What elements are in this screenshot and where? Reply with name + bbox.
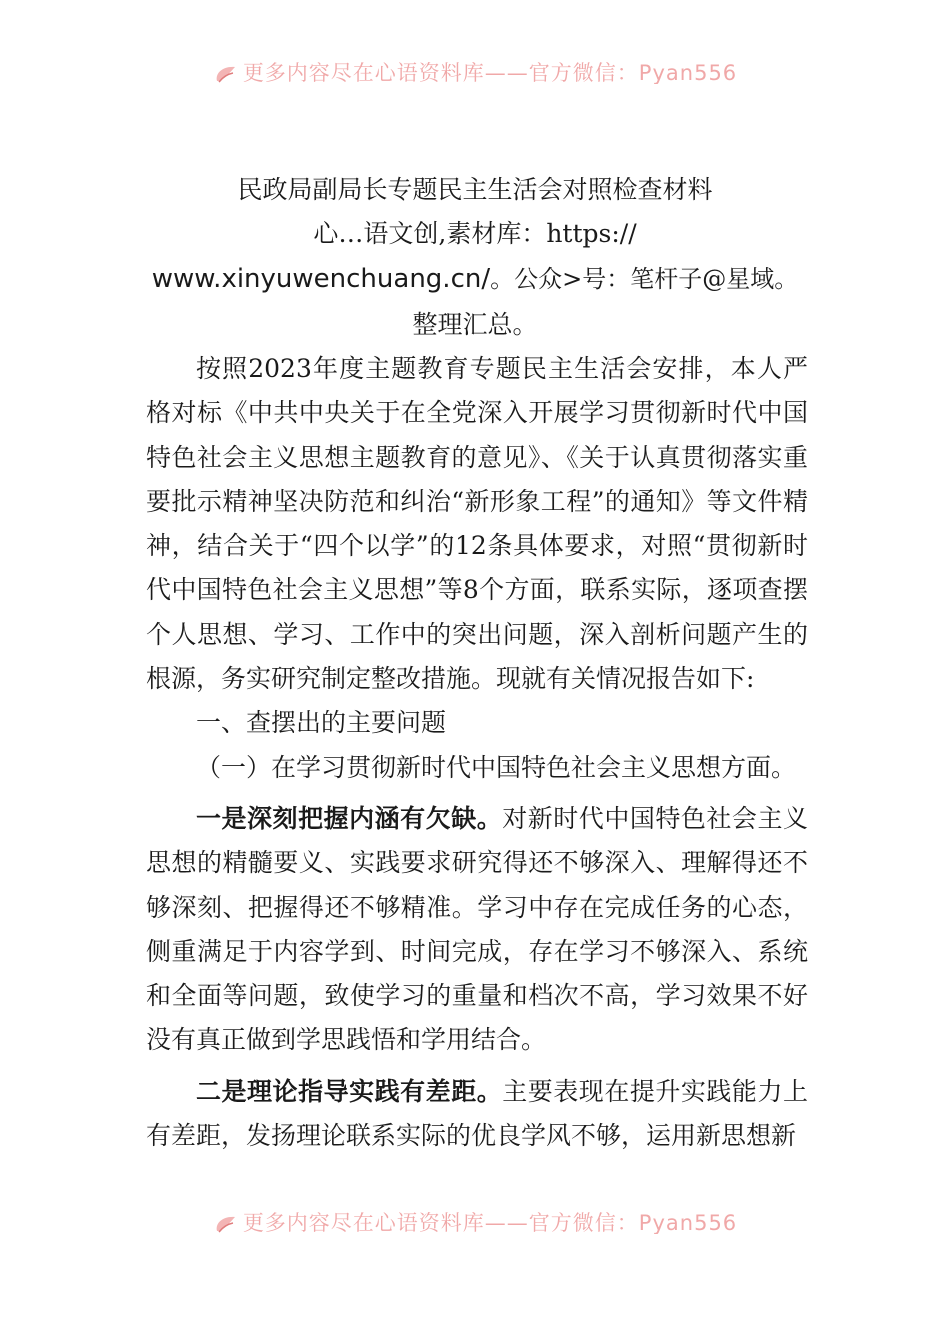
document-body xyxy=(146,347,808,1158)
point-body-1: 对新时代中国特色社会主义思想的精髓要义、实践要求研究得还不够深入、理解得还不够深刻、把握得还不够精准。学习中存在完成任务的心态，侧重满足于内容学到、时间完成，存在学习不够深入、系统和全面等问题，致使学习的重量和档次不高，学习效果不好没有真正做到学思践悟和学用结合。 xyxy=(146,803,808,1055)
point-body-2: 主要表现在提升实践能力上有差距，发扬理论联系实际的优良学风不够，运用新思想新 xyxy=(146,1076,808,1151)
watermark-header xyxy=(0,58,950,84)
leaf-swirl-icon xyxy=(213,1213,239,1234)
watermark-footer xyxy=(0,1208,950,1234)
subsection-heading: （一）在学习贯彻新时代中国特色社会主义思想方面。 xyxy=(196,752,797,782)
point-paragraph-1 xyxy=(146,797,808,1063)
intro-paragraph: 按照2023年度主题教育专题民主生活会安排，本人严格对标《中共中央关于在全党深入开展学习贯彻新时代中国特色社会主义思想主题教育的意见》、《关于认真贯彻落实重要批示精神坚决防范和纠治“新形象工程”的通知》等文件精神，结合关于“四个以学”的12条具体要求，对照“贯彻新时代中国特色社会主义思想”等8个方面，联系实际，逐项查摆个人思想、学习、工作中的突出问题，深入剖析问题产生的根源，务实研究制定整改措施。现就有关情况报告如下: xyxy=(146,354,808,694)
point-lead-1: 一是深刻把握内涵有欠缺。 xyxy=(196,803,503,833)
source-line-1: 心…语文创,素材库：https:// xyxy=(313,219,637,248)
source-url: www.xinyuwenchuang.cn/ xyxy=(151,264,491,294)
watermark-text: 更多内容尽在心语资料库——官方微信：Pyan556 xyxy=(242,1211,738,1234)
section-heading: 一、查摆出的主要问题 xyxy=(196,708,447,738)
point-paragraph-2 xyxy=(146,1070,808,1159)
document-title: 民政局副局长专题民主生活会对照检查材料 xyxy=(237,175,713,204)
leaf-swirl-icon xyxy=(213,63,239,84)
watermark-text: 更多内容尽在心语资料库——官方微信：Pyan556 xyxy=(242,61,738,84)
source-line-3: 整理汇总。 xyxy=(412,310,538,339)
source-wechat: 。公众>号：笔杆子@星域。 xyxy=(490,265,799,293)
point-lead-2: 二是理论指导实践有差距。 xyxy=(196,1076,503,1106)
source-line-2 xyxy=(0,257,950,301)
